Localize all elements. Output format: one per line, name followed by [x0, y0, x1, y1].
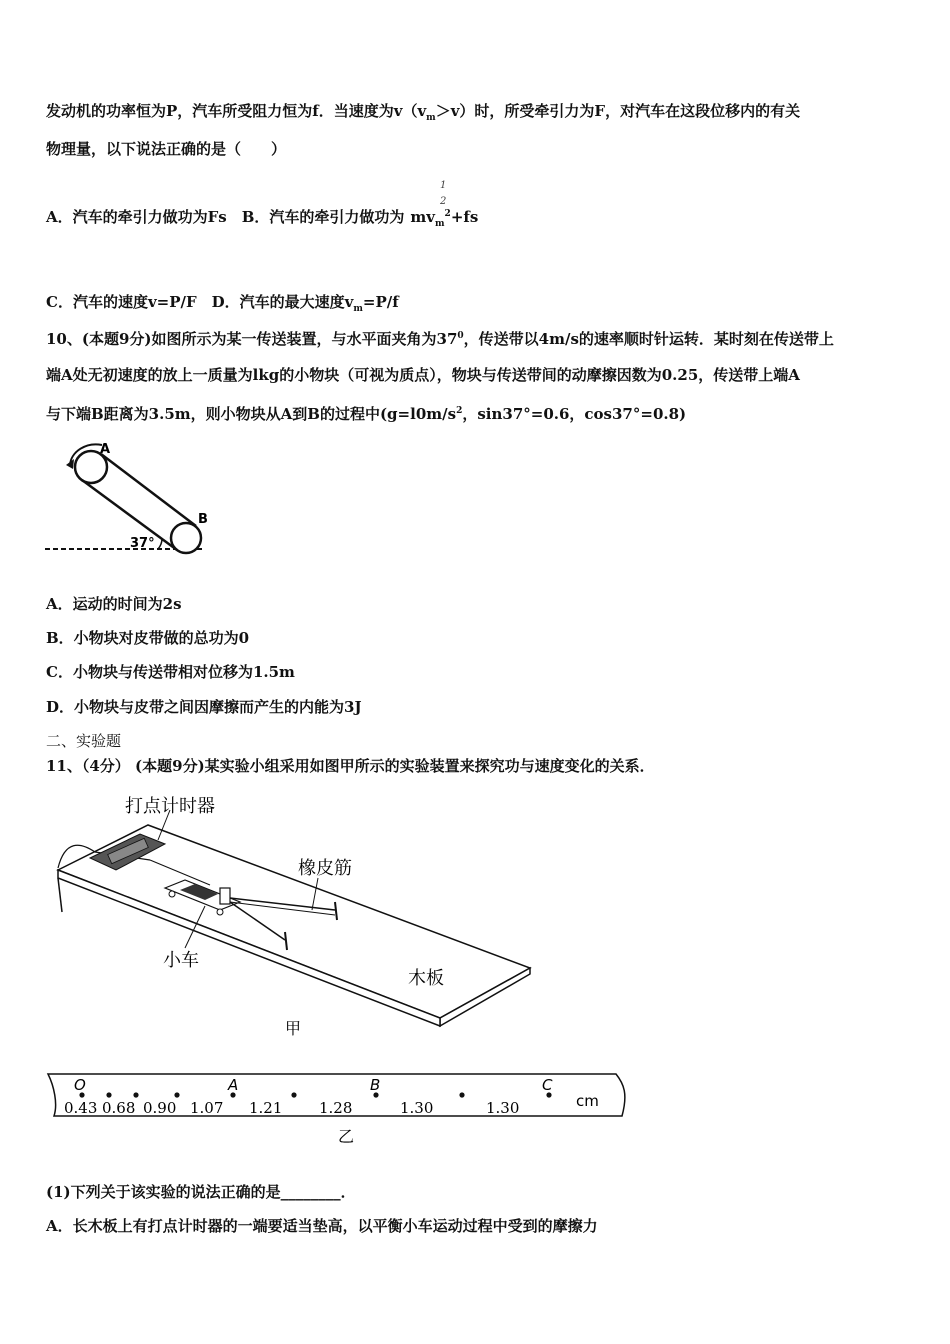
q10-option-c: C．小物块与传送带相对位移为1.5m: [46, 663, 295, 681]
q10-option-b: B．小物块对皮带做的总功为0: [46, 629, 250, 647]
q9-line-2: 物理量，以下说法正确的是（ ）: [46, 140, 287, 158]
q10-line-1: 10、(本题9分)如图所示为某一传送装置，与水平面夹角为$37^0$，传送带以4m/s的速率顺时针运转．某时刻在传送带上: [46, 330, 834, 348]
apparatus-figure: [40, 790, 560, 1045]
caption-yi: 乙: [338, 1127, 355, 1146]
tape-value: 1.30: [400, 1099, 434, 1117]
point-o: O: [74, 1076, 86, 1094]
angle-arc: [158, 539, 162, 549]
tape-value: 1.28: [319, 1099, 353, 1117]
point-a: A: [228, 1076, 239, 1094]
q9-options-cd: C．汽车的速度v=P/F D．汽车的最大速度$v_m=P/f$: [46, 293, 399, 314]
label-cart: 小车: [163, 950, 199, 971]
fraction-denominator: 2: [440, 196, 447, 207]
tape-unit: cm: [576, 1092, 599, 1110]
q10-line-2: 端A处无初速度的放上一质量为lkg的小物块（可视为质点），物块与传送带间的动摩擦因数为0.25，传送带上端A: [46, 366, 800, 384]
q11-line-1: 11、（4分） (本题9分)某实验小组采用如图甲所示的实验装置来探究功与速度变化的关系．: [46, 757, 655, 775]
q10-option-d: D．小物块与皮带之间因摩擦而产生的内能为3J: [46, 698, 362, 716]
point-c: C: [542, 1076, 553, 1094]
point-b: B: [370, 1076, 381, 1094]
caption-jia: 甲: [285, 1019, 302, 1038]
section-title: 二、实验题: [46, 732, 122, 750]
tape-figure: [44, 1068, 634, 1148]
tape-value: 1.21: [249, 1099, 283, 1117]
belt-upper: [101, 454, 196, 526]
q9-line-1: 发动机的功率恒为P，汽车所受阻力恒为f．当速度为$v(v_m>v)$时，所受牵引力为F，对汽车在这段位移内的有关: [46, 102, 801, 123]
label-a: A: [100, 442, 111, 457]
tape-value: 0.68: [102, 1099, 136, 1117]
conveyor-figure: [40, 435, 220, 565]
label-b: B: [198, 512, 208, 527]
tape-value: 1.07: [190, 1099, 224, 1117]
q10-option-a: A．运动的时间为2s: [46, 595, 182, 613]
label-rubber: 橡皮筋: [298, 858, 352, 879]
q9-options-ab: A．汽车的牵引力做功为Fs B．汽车的牵引力做功为 $mv_m^2+fs$: [46, 208, 479, 229]
label-board: 木板: [408, 968, 444, 989]
board-leg: [58, 878, 62, 912]
label-timer: 打点计时器: [125, 796, 215, 817]
q11-sub1: (1)下列关于该实验的说法正确的是________．: [46, 1183, 356, 1201]
tape-value: 0.90: [143, 1099, 177, 1117]
tape-value: 0.43: [64, 1099, 98, 1117]
fraction-numerator: 1: [440, 180, 447, 191]
angle-label: 37°: [130, 536, 155, 551]
q10-line-3: 与下端B距离为3.5m，则小物块从A到B的过程中($g=l0m/s^2$，sin37°=0.6，cos37°=0.8): [46, 405, 687, 423]
tape-value: 1.30: [486, 1099, 520, 1117]
q11-sub1-option-a: A．长木板上有打点计时器的一端要适当垫高，以平衡小车运动过程中受到的摩擦力: [46, 1217, 598, 1235]
